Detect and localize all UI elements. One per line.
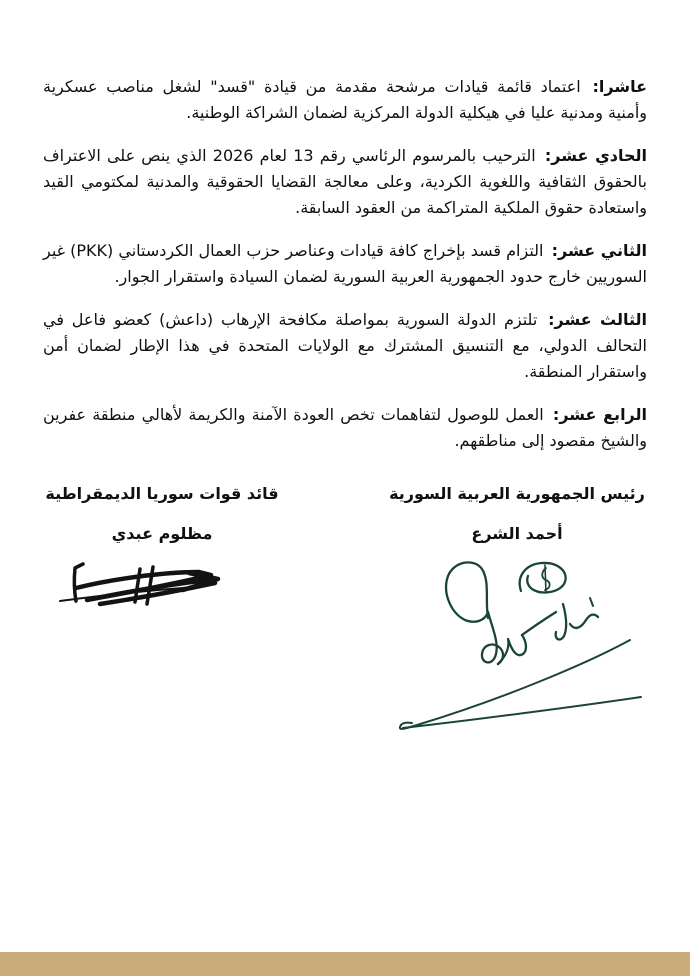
clause-twelve-lead: الثاني عشر: — [551, 241, 648, 260]
clause-thirteen-body: تلتزم الدولة السورية بمواصلة مكافحة الإرهاب (داعش) كعضو فاعل في التحالف الدولي، مع التنسيق المشترك مع الولايات المتحدة في هذا الإطار لضمان أمن واستقرار المنطقة. — [43, 310, 647, 381]
clause-twelve — [43, 238, 647, 290]
clause-thirteen-lead: الثالث عشر: — [548, 310, 647, 329]
agreement-clauses — [43, 74, 647, 471]
sdf-commander-title: قائد قوات سوريا الديمقراطية — [45, 484, 279, 503]
sdf-commander-signature-block — [22, 484, 302, 543]
president-signature-block — [377, 484, 657, 543]
clause-fourteen-lead: الرابع عشر: — [552, 405, 647, 424]
clause-fourteen-body: العمل للوصول لتفاهمات تخص العودة الآمنة والكريمة لأهالي منطقة عفرين والشيخ مقصود إلى مناطقهم. — [43, 405, 647, 450]
clause-twelve-body: التزام قسد بإخراج كافة قيادات وعناصر حزب العمال الكردستاني (PKK) غير السوريين خارج حدود الجمهورية العربية السورية لضمان السيادة واستقرار الجوار. — [43, 241, 647, 286]
clause-thirteen — [43, 307, 647, 385]
president-name: أحمد الشرع — [471, 524, 563, 543]
sdf-commander-signature-ink — [50, 558, 235, 620]
footer-gold-band — [0, 952, 690, 976]
clause-ten-body: اعتماد قائمة قيادات مرشحة مقدمة من قيادة "قسد" لشغل مناصب عسكرية وأمنية ومدنية عليا في هيكلية الدولة المركزية لضمان الشراكة الوطنية. — [43, 77, 647, 122]
clause-eleven-lead: الحادي عشر: — [544, 146, 648, 165]
clause-eleven-body: الترحيب بالمرسوم الرئاسي رقم 13 لعام 2026 الذي ينص على الاعتراف بالحقوق الثقافية واللغوية الكردية، وعلى معالجة القضايا الحقوقية والمدنية لمكتومي القيد واستعادة حقوق الملكية المتراكمة من العقود السابقة. — [43, 146, 647, 217]
clause-eleven — [43, 143, 647, 221]
clause-ten-lead: عاشرا: — [592, 77, 648, 96]
clause-fourteen — [43, 402, 647, 454]
sdf-commander-name: مظلوم عبدي — [111, 524, 213, 543]
clause-ten — [43, 74, 647, 126]
president-signature-ink — [393, 556, 665, 748]
president-title: رئيس الجمهورية العربية السورية — [389, 484, 645, 503]
